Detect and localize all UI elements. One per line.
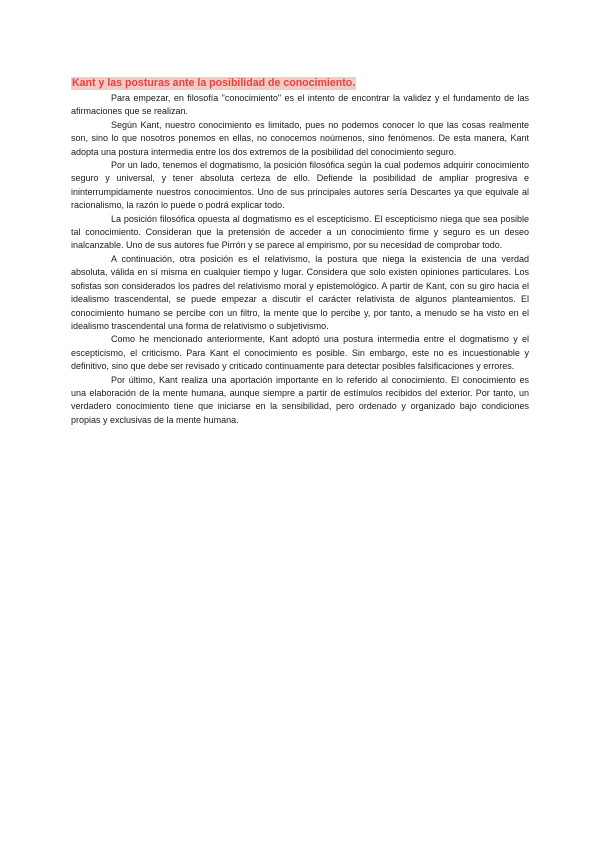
paragraph-criticism: Como he mencionado anteriormente, Kant adoptó una postura intermedia entre el dogmatismo y el escepticismo, el criticismo. Para Kant el conocimiento es posible. Sin embargo, este no es incuestionable y definitivo, sino que debe ser revisado y criticado continuamente para detectar posibles falsificaciones y errores. <box>71 334 529 372</box>
paragraph-conclusion: Por último, Kant realiza una aportación importante en lo referido al conocimiento. El conocimiento es una elaboración de la mente humana, aunque siempre a partir de estímulos recibidos del exterior. Por tanto, un verdadero conocimiento tiene que iniciarse en la sensibilidad, pero ordenado y organizado bajo condiciones propias y exclusivas de la mente humana. <box>71 374 529 425</box>
paragraph-relativism: A continuación, otra posición es el relativismo, la postura que niega la existencia de una verdad absoluta, válida en sí misma en cualquier tiempo y lugar. Considera que solo existen opiniones particulares. Los sofistas son considerados los padres del relativismo moral y epistemológico. A partir de Kant, con su giro hacia el idealismo trascendental, se puede empezar a discutir el carácter relativista de algunos planteamientos. El conocimiento humano se percibe con un filtro, la mente que lo percibe y, por tanto, a menudo se ha visto en el idealismo trascendental una forma de relativismo o subjetivismo. <box>71 253 529 331</box>
paragraph-dogmatism: Por un lado, tenemos el dogmatismo, la posición filosófica según la cual podemos adquirir conocimiento seguro y universal, y tener absoluta certeza de ello. Defiende la posibilidad de ampliar progresiva e ininterrumpidamente nuestros conocimientos. Uno de sus principales autores sería Descartes ya que equivale al racionalismo, la razón lo puede o podrá explicar todo. <box>71 160 529 211</box>
document-title: Kant y las posturas ante la posibilidad de conocimiento. <box>72 77 356 89</box>
paragraph-kant-limits: Según Kant, nuestro conocimiento es limitado, pues no podemos conocer lo que las cosas realmente son, sino lo que nosotros ponemos en ellas, no conocemos noúmenos, sino fenómenos. De esta manera, Kant adopta una postura intermedia entre los dos extremos de la posibilidad del conocimiento seguro. <box>71 119 529 157</box>
paragraph-skepticism: La posición filosófica opuesta al dogmatismo es el escepticismo. El escepticismo niega que sea posible tal conocimiento. Consideran que la pretensión de acceder a un conocimiento firme y seguro es un deseo inalcanzable. Uno de sus autores fue Pirrón y se parece al empirismo, por su necesidad de comprobar todo. <box>71 213 529 251</box>
paragraph-intro: Para empezar, en filosofía "conocimiento" es el intento de encontrar la validez y el fundamento de las afirmaciones que se realizan. <box>71 93 529 117</box>
